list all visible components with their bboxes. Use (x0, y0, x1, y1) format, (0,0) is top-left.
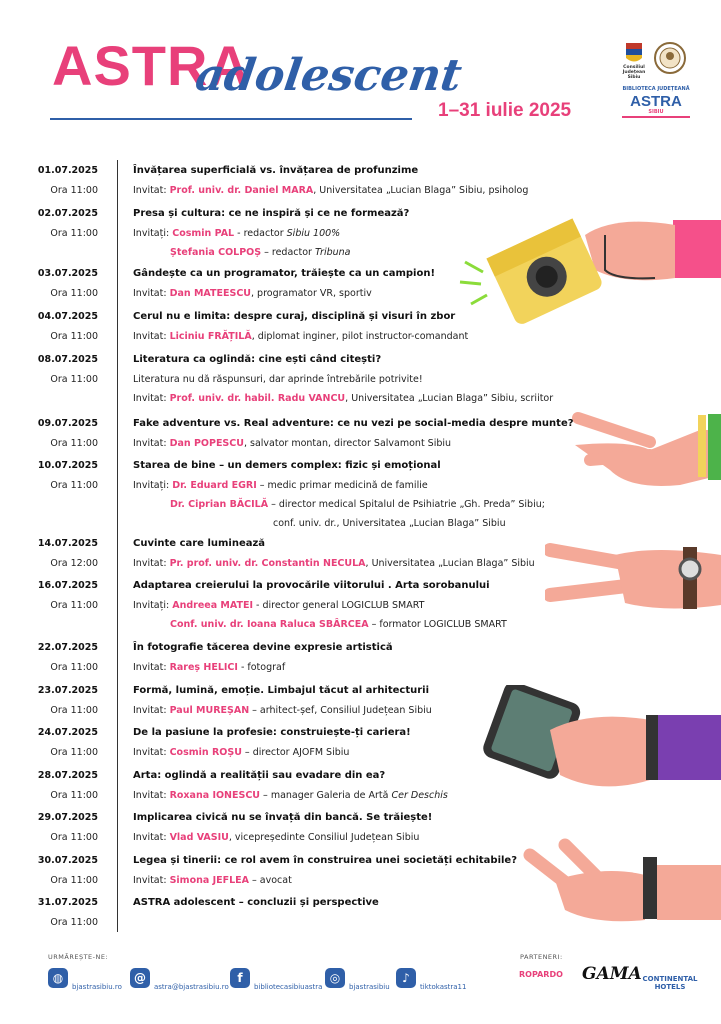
event-guest-line (170, 499, 545, 510)
event-dates: 1–31 iulie 2025 (438, 100, 572, 121)
social-link-text[interactable]: bibliotecasibiuastra (254, 983, 323, 991)
event-guest-line (133, 705, 432, 716)
event-title: Gândește ca un programator, trăiește ca un campion! (133, 268, 436, 279)
hand-rock-illustration (515, 835, 721, 925)
event-guest-label: Invitat: (133, 288, 170, 299)
event-guest-label: Invitați: (133, 600, 173, 611)
library-rule (622, 116, 690, 118)
event-time: Ora 11:00 (50, 832, 98, 843)
event-date: 08.07.2025 (37, 354, 98, 365)
event-guest-name: Vlad VASIU (169, 832, 229, 843)
event-time: Ora 11:00 (50, 331, 98, 342)
event-title: Literatura ca oglindă: cine ești când citești? (133, 354, 382, 365)
council-crest-icon (626, 43, 642, 62)
event-guest-line (133, 600, 424, 611)
event-guest-name: Simona JEFLEA (169, 875, 249, 886)
event-guest-line (133, 228, 340, 239)
event-guest-name: Dr. Ciprian BĂCILĂ (170, 499, 269, 510)
partner-continental-logo (640, 975, 700, 991)
event-guest-line (133, 393, 553, 404)
event-guest-line (133, 790, 448, 801)
event-guest-name: Prof. univ. dr. Daniel MARA (169, 185, 314, 196)
event-guest-role: - redactor (234, 228, 287, 239)
event-date: 16.07.2025 (37, 580, 98, 591)
event-guest-publication: Tribuna (314, 247, 351, 258)
partners-label: PARTENERI: (520, 953, 563, 961)
tiktok-icon[interactable]: ♪ (396, 968, 416, 988)
continental-line-1: CONTINENTAL (642, 975, 698, 983)
event-title: Legea și tinerii: ce rol avem în construirea unei societăți echitabile? (133, 855, 518, 866)
library-label: BIBLIOTECA JUDEȚEANĂ (622, 86, 690, 92)
event-date: 31.07.2025 (37, 897, 98, 908)
library-seal-icon (655, 43, 685, 73)
event-date: 01.07.2025 (37, 165, 98, 176)
event-title: ASTRA adolescent – concluzii și perspective (133, 897, 379, 908)
hand-phone-illustration (470, 685, 721, 795)
social-link-text[interactable]: bjastrasibiu (349, 983, 390, 991)
event-guest-role: - director general LOGICLUB SMART (253, 600, 425, 611)
brand-title: ASTRA (52, 34, 250, 97)
event-guest-role: – arhitect-șef, Consiliul Județean Sibiu (249, 705, 432, 716)
event-guest-name: Rareș HELICI (169, 662, 238, 673)
event-guest-line (133, 288, 372, 299)
event-guest-label: Invitat: (133, 875, 170, 886)
event-guest-name: Ștefania COLPOȘ (170, 247, 262, 258)
event-guest-line (133, 331, 468, 342)
event-guest-line (170, 619, 507, 630)
event-title: Învățarea superficială vs. învățarea de profunzime (133, 165, 419, 176)
event-guest-name: Andreea MATEI (172, 600, 253, 611)
event-guest-label: Invitat: (133, 438, 170, 449)
event-title: Cuvinte care luminează (133, 538, 266, 549)
social-link-text[interactable]: tiktokastra11 (420, 983, 467, 991)
event-date: 29.07.2025 (37, 812, 98, 823)
event-date: 03.07.2025 (37, 268, 98, 279)
header-rule (50, 118, 412, 120)
council-label: Consiliul Județean Sibiu (622, 65, 646, 80)
event-guest-line (133, 374, 423, 385)
event-guest-name: Dan MATEESCU (169, 288, 252, 299)
event-guest-label: Invitat: (133, 331, 170, 342)
event-time: Ora 11:00 (50, 288, 98, 299)
event-title: Implicarea civică nu se învață din bancă. Se trăiește! (133, 812, 433, 823)
event-guest-name: Dr. Eduard EGRI (172, 480, 257, 491)
event-date: 23.07.2025 (37, 685, 98, 696)
event-guest-name: Liciniu FRĂȚILĂ (169, 331, 252, 342)
event-guest-line (133, 662, 285, 673)
event-guest-role: – avocat (249, 875, 292, 886)
event-guest-role: conf. univ. dr., Universitatea „Lucian Blaga” Sibiu (273, 518, 506, 529)
event-title: Cerul nu e limita: despre curaj, disciplină și visuri în zbor (133, 311, 456, 322)
event-guest-role: , Universitatea „Lucian Blaga” Sibiu (365, 558, 535, 569)
hand-camera-illustration (455, 200, 721, 340)
event-title: Arta: oglindă a realității sau evadare din ea? (133, 770, 386, 781)
event-guest-line (133, 438, 451, 449)
event-guest-line (133, 832, 419, 843)
event-date: 02.07.2025 (37, 208, 98, 219)
event-date: 22.07.2025 (37, 642, 98, 653)
event-time: Ora 11:00 (50, 875, 98, 886)
event-guest-role: , salvator montan, director Salvamont Sibiu (243, 438, 452, 449)
event-time: Ora 11:00 (50, 662, 98, 673)
event-guest-role: , vicepreședinte Consiliul Județean Sibiu (228, 832, 420, 843)
library-name: ASTRA (630, 93, 682, 110)
event-guest-name: Roxana IONESCU (169, 790, 261, 801)
event-date: 30.07.2025 (37, 855, 98, 866)
follow-label: URMĂREȘTE-NE: (48, 953, 109, 961)
event-guest-name: Dan POPESCU (169, 438, 244, 449)
event-time: Ora 11:00 (50, 600, 98, 611)
event-title: De la pasiune la profesie: construiește-ți cariera! (133, 727, 411, 738)
continental-line-2: HOTELS (654, 983, 686, 991)
event-date: 09.07.2025 (37, 418, 98, 429)
event-guest-role: – manager Galeria de Artă (260, 790, 392, 801)
event-guest-line (170, 247, 350, 258)
hand-watch-illustration (545, 525, 721, 620)
event-title: Fake adventure vs. Real adventure: ce nu vezi pe social-media despre munte? (133, 418, 574, 429)
event-guest-label: Invitați: (133, 480, 173, 491)
event-time: Ora 11:00 (50, 480, 98, 491)
event-title: Presa și cultura: ce ne inspiră și ce ne formează? (133, 208, 410, 219)
event-guest-line (133, 875, 292, 886)
event-guest-label: Invitat: (133, 790, 170, 801)
at-icon[interactable]: @ (130, 968, 150, 988)
event-time: Ora 11:00 (50, 705, 98, 716)
brand-script-title: adolescent (192, 50, 465, 101)
event-guest-name: Prof. univ. dr. habil. Radu VANCU (169, 393, 346, 404)
event-guest-name: Paul MUREȘAN (169, 705, 250, 716)
event-time: Ora 11:00 (50, 228, 98, 239)
event-guest-label: Invitat: (133, 662, 170, 673)
social-link-text[interactable]: bjastrasibiu.ro (72, 983, 122, 991)
event-date: 24.07.2025 (37, 727, 98, 738)
event-guest-role: – director AJOFM Sibiu (241, 747, 350, 758)
event-guest-role: , Universitatea „Lucian Blaga” Sibiu, psiholog (313, 185, 529, 196)
event-time: Ora 11:00 (50, 917, 98, 928)
event-guest-role: , programator VR, sportiv (251, 288, 372, 299)
event-title: Starea de bine – un demers complex: fizic și emoțional (133, 460, 441, 471)
event-time: Ora 11:00 (50, 185, 98, 196)
event-guest-role: , Universitatea „Lucian Blaga” Sibiu, scriitor (345, 393, 554, 404)
event-date: 04.07.2025 (37, 311, 98, 322)
schedule-divider (117, 160, 118, 932)
event-guest-label: Invitat: (133, 832, 170, 843)
event-guest-label: Invitat: (133, 558, 170, 569)
event-guest-name: Cosmin ROȘU (169, 747, 242, 758)
event-guest-role: , diplomat inginer, pilot instructor-comandant (251, 331, 469, 342)
social-link-text[interactable]: astra@bjastrasibiu.ro (154, 983, 229, 991)
event-guest-name: Pr. prof. univ. dr. Constantin NECULA (169, 558, 366, 569)
instagram-icon[interactable]: ◎ (325, 968, 345, 988)
event-guest-role: – medic primar medicină de familie (256, 480, 428, 491)
globe-icon[interactable]: ◍ (48, 968, 68, 988)
event-time: Ora 12:00 (50, 558, 98, 569)
event-time: Ora 11:00 (50, 438, 98, 449)
partner-ropardo-logo: ROPARDO (519, 970, 563, 979)
event-guest-publication: Cer Deschis (391, 790, 448, 801)
event-guest-role: – director medical Spitalul de Psihiatrie „Gh. Preda” Sibiu; (268, 499, 545, 510)
event-date: 10.07.2025 (37, 460, 98, 471)
event-guest-publication: Sibiu 100% (286, 228, 341, 239)
event-guest-role: - fotograf (237, 662, 286, 673)
event-guest-line (273, 518, 506, 529)
event-title: Adaptarea creierului la provocările viitorului . Arta sorobanului (133, 580, 490, 591)
event-date: 28.07.2025 (37, 770, 98, 781)
event-guest-line (133, 747, 349, 758)
event-guest-label: Invitat: (133, 705, 170, 716)
event-guest-label: Invitat: (133, 393, 170, 404)
event-title: În fotografie tăcerea devine expresie artistică (133, 642, 393, 653)
facebook-icon[interactable]: f (230, 968, 250, 988)
event-time: Ora 11:00 (50, 747, 98, 758)
event-time: Ora 11:00 (50, 374, 98, 385)
event-time: Ora 11:00 (50, 790, 98, 801)
event-guest-role: – redactor (261, 247, 315, 258)
event-guest-line (133, 558, 535, 569)
partner-gama-logo: GAMA (582, 964, 642, 984)
event-guest-line (133, 480, 428, 491)
event-guest-label: Invitați: (133, 228, 173, 239)
event-guest-label: Invitat: (133, 747, 170, 758)
event-guest-name: Cosmin PAL (172, 228, 235, 239)
event-guest-name: Conf. univ. dr. Ioana Raluca SBÂRCEA (170, 619, 369, 630)
event-title: Formă, lumină, emoție. Limbajul tăcut al arhitecturii (133, 685, 430, 696)
event-date: 14.07.2025 (37, 538, 98, 549)
event-guest-label: Invitat: (133, 185, 170, 196)
hand-peace-illustration (570, 400, 721, 490)
event-guest-role: Literatura nu dă răspunsuri, dar aprinde întrebările potrivite! (133, 374, 423, 385)
event-guest-line (133, 185, 528, 196)
event-guest-role: – formator LOGICLUB SMART (368, 619, 507, 630)
library-city: SIBIU (648, 109, 664, 115)
